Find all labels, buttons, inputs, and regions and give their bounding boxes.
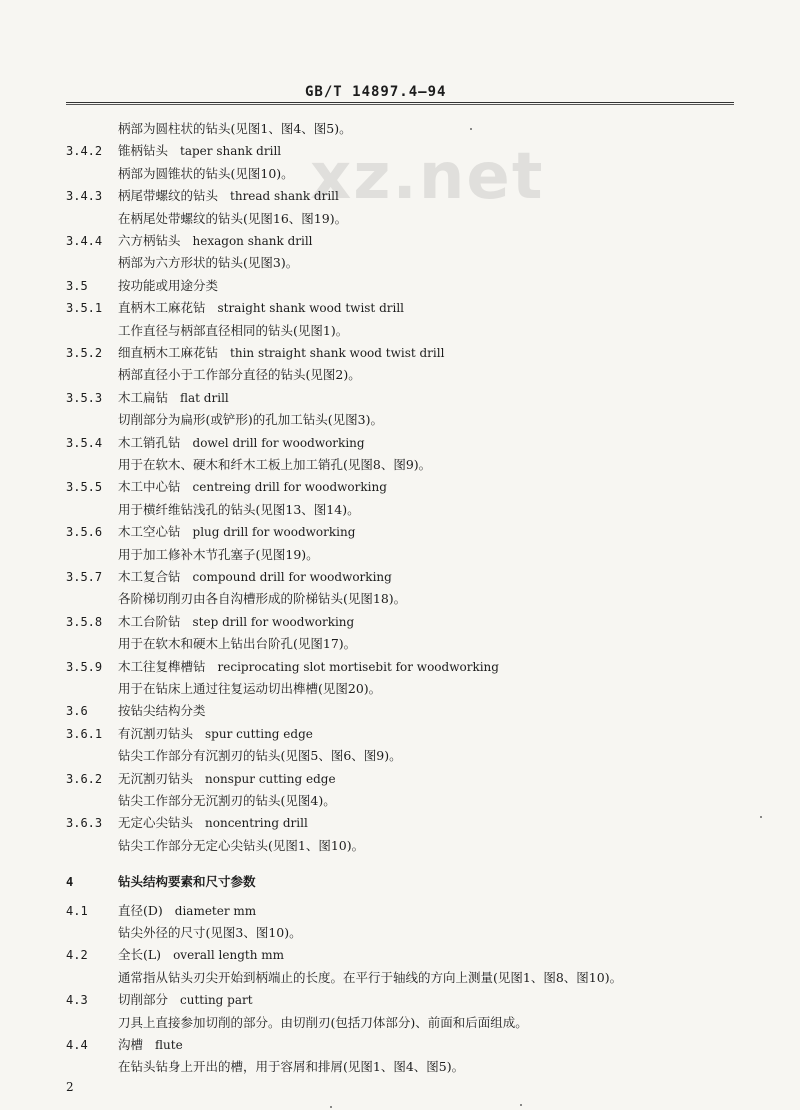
clause-number: 4.2 xyxy=(66,948,88,963)
clause-term: 切削部分 xyxy=(118,992,169,1008)
watermark: xz.net xyxy=(310,140,545,214)
clause-term: 锥柄钻头 xyxy=(118,143,169,159)
clause-term: 木工往复榫槽钻 xyxy=(118,658,206,674)
clause-definition: 用于在软木和硬木上钻出台阶孔(见图17)。 xyxy=(118,636,357,652)
text-line xyxy=(66,409,383,431)
scan-speck xyxy=(330,1106,332,1108)
text-line xyxy=(66,656,499,678)
clause-number: 3.6 xyxy=(66,704,88,719)
scan-speck xyxy=(470,128,472,130)
text-line xyxy=(66,1012,528,1034)
english-term: straight shank wood twist drill xyxy=(217,301,405,316)
text-line xyxy=(66,163,294,185)
text-line xyxy=(66,812,308,834)
clause-term: 按功能或用途分类 xyxy=(118,277,219,293)
clause-term: 有沉割刃钻头 xyxy=(118,725,194,741)
english-term: nonspur cutting edge xyxy=(205,771,336,786)
english-term: thread shank drill xyxy=(230,189,339,204)
english-term: hexagon shank drill xyxy=(192,234,313,248)
text-line xyxy=(66,678,381,700)
english-term: reciprocating slot mortisebit for woodworking xyxy=(217,659,499,674)
text-line xyxy=(66,387,229,409)
text-line xyxy=(66,208,347,230)
clause-definition: 用于横纤维钻浅孔的钻头(见图13、图14)。 xyxy=(118,501,360,517)
clause-term: 全长(L) xyxy=(118,947,162,963)
text-line xyxy=(66,342,444,364)
text-line xyxy=(66,835,364,857)
clause-term: 木工中心钻 xyxy=(118,479,181,495)
english-term: dowel drill for woodworking xyxy=(192,435,365,450)
text-line xyxy=(66,944,284,966)
english-term: thin straight shank wood twist drill xyxy=(230,346,445,360)
scan-speck xyxy=(520,1104,522,1106)
clause-definition: 工作直径与柄部直径相同的钻头(见图1)。 xyxy=(118,322,349,338)
english-term: diameter mm xyxy=(174,903,257,918)
english-term: compound drill for woodworking xyxy=(192,570,392,584)
clause-number: 3.4.2 xyxy=(66,144,103,159)
clause-definition: 用于加工修补木节孔塞子(见图19)。 xyxy=(118,546,319,562)
page-header: GB/T 14897.4—94 xyxy=(305,84,447,100)
text-line xyxy=(66,544,319,566)
english-term: overall length mm xyxy=(173,948,285,963)
text-line xyxy=(66,745,402,767)
clause-definition: 钻尖外径的尺寸(见图3、图10)。 xyxy=(118,925,302,940)
clause-number: 3.5.4 xyxy=(66,435,103,450)
scan-speck xyxy=(760,816,762,818)
clause-definition: 柄部为六方形状的钻头(见图3)。 xyxy=(118,255,299,271)
clause-definition: 柄部直径小于工作部分直径的钻头(见图2)。 xyxy=(118,367,361,383)
clause-definition: 钻尖工作部分无定心尖钻头(见图1、图10)。 xyxy=(118,837,365,853)
clause-number: 4.4 xyxy=(66,1038,88,1052)
text-line xyxy=(66,140,281,162)
text-line xyxy=(66,633,356,655)
text-line xyxy=(66,922,302,944)
text-line xyxy=(66,700,206,722)
clause-number: 4 xyxy=(66,875,74,890)
clause-term: 无沉割刃钻头 xyxy=(118,770,194,786)
text-line xyxy=(66,1056,464,1078)
clause-number: 3.5.6 xyxy=(66,525,103,540)
text-line xyxy=(66,723,313,745)
clause-number: 4.1 xyxy=(66,903,88,918)
english-term: cutting part xyxy=(180,993,253,1008)
clause-number: 3.6.2 xyxy=(66,771,103,786)
clause-definition: 用于在钻床上通过往复运动切出榫槽(见图20)。 xyxy=(118,681,382,696)
clause-term: 直柄木工麻花钻 xyxy=(118,300,206,316)
text-line xyxy=(66,364,361,386)
clause-term: 直径(D) xyxy=(118,902,163,918)
clause-definition: 切削部分为扁形(或铲形)的孔加工钻头(见图3)。 xyxy=(118,412,383,428)
text-line xyxy=(66,566,392,588)
clause-definition: 用于在软木、硬木和纤木工板上加工销孔(见图8、图9)。 xyxy=(118,457,432,472)
text-line xyxy=(66,989,253,1011)
english-term: step drill for woodworking xyxy=(192,614,355,629)
clause-definition: 柄部为圆锥状的钻头(见图10)。 xyxy=(118,165,294,181)
text-line xyxy=(66,967,622,989)
clause-term: 木工空心钻 xyxy=(118,524,181,540)
text-line xyxy=(66,476,387,498)
clause-term: 六方柄钻头 xyxy=(118,233,181,248)
clause-term: 木工台阶钻 xyxy=(118,613,181,629)
text-line xyxy=(66,320,348,342)
clause-number: 3.5.1 xyxy=(66,301,103,316)
english-term: flute xyxy=(155,1038,183,1052)
clause-term: 按钻尖结构分类 xyxy=(118,703,206,719)
clause-term: 细直柄木工麻花钻 xyxy=(118,345,219,360)
clause-number: 3.5.7 xyxy=(66,570,103,584)
clause-term: 沟槽 xyxy=(118,1037,144,1052)
page-number: 2 xyxy=(66,1080,74,1094)
clause-definition: 钻尖工作部分有沉割刃的钻头(见图5、图6、图9)。 xyxy=(118,748,402,764)
text-line xyxy=(66,499,360,521)
clause-number: 3.5.8 xyxy=(66,614,103,629)
clause-definition: 钻尖工作部分无沉割刃的钻头(见图4)。 xyxy=(118,793,336,808)
clause-term: 木工扁钻 xyxy=(118,389,169,405)
text-line xyxy=(66,521,355,543)
text-line xyxy=(66,252,298,274)
english-term: centreing drill for woodworking xyxy=(192,480,387,495)
english-term: noncentring drill xyxy=(205,816,308,831)
clause-definition: 在柄尾处带螺纹的钻头(见图16、图19)。 xyxy=(118,210,348,226)
text-line xyxy=(66,790,336,812)
text-line xyxy=(66,871,256,893)
clause-number: 4.3 xyxy=(66,993,88,1008)
text-line xyxy=(66,230,313,252)
text-line xyxy=(66,900,256,922)
clause-definition: 各阶梯切削刃由各自沟槽形成的阶梯钻头(见图18)。 xyxy=(118,591,407,607)
clause-number: 3.5.5 xyxy=(66,480,103,495)
clause-term: 木工销孔钻 xyxy=(118,434,181,450)
clause-definition: 柄部为圆柱状的钻头(见图1、图4、图5)。 xyxy=(118,121,352,136)
text-line xyxy=(66,297,404,319)
clause-number: 3.5.3 xyxy=(66,390,103,405)
clause-term: 钻头结构要素和尺寸参数 xyxy=(118,874,256,890)
header-rule xyxy=(66,102,734,105)
clause-term: 木工复合钻 xyxy=(118,569,181,584)
clause-number: 3.5 xyxy=(66,278,88,293)
text-line xyxy=(66,118,352,140)
clause-definition: 刀具上直接参加切削的部分。由切削刃(包括刀体部分)、前面和后面组成。 xyxy=(118,1014,528,1030)
text-line xyxy=(66,275,218,297)
text-line xyxy=(66,432,365,454)
text-line xyxy=(66,588,406,610)
text-line xyxy=(66,768,336,790)
clause-term: 无定心尖钻头 xyxy=(118,815,194,831)
clause-number: 3.5.9 xyxy=(66,659,103,674)
text-line xyxy=(66,611,354,633)
text-line xyxy=(66,1034,183,1056)
english-term: taper shank drill xyxy=(180,144,282,159)
clause-definition: 在钻头钻身上开出的槽，用于容屑和排屑(见图1、图4、图5)。 xyxy=(118,1059,465,1075)
english-term: spur cutting edge xyxy=(205,726,313,741)
clause-number: 3.6.3 xyxy=(66,816,103,831)
text-line xyxy=(66,454,431,476)
english-term: plug drill for woodworking xyxy=(192,525,356,540)
clause-number: 3.4.3 xyxy=(66,189,103,204)
clause-definition: 通常指从钻头刃尖开始到柄端止的长度。在平行于轴线的方向上测量(见图1、图8、图10)。 xyxy=(118,969,623,985)
clause-number: 3.4.4 xyxy=(66,234,103,248)
clause-term: 柄尾带螺纹的钻头 xyxy=(118,188,219,204)
clause-number: 3.5.2 xyxy=(66,346,103,360)
clause-number: 3.6.1 xyxy=(66,726,103,741)
english-term: flat drill xyxy=(180,390,229,405)
text-line xyxy=(66,185,339,207)
